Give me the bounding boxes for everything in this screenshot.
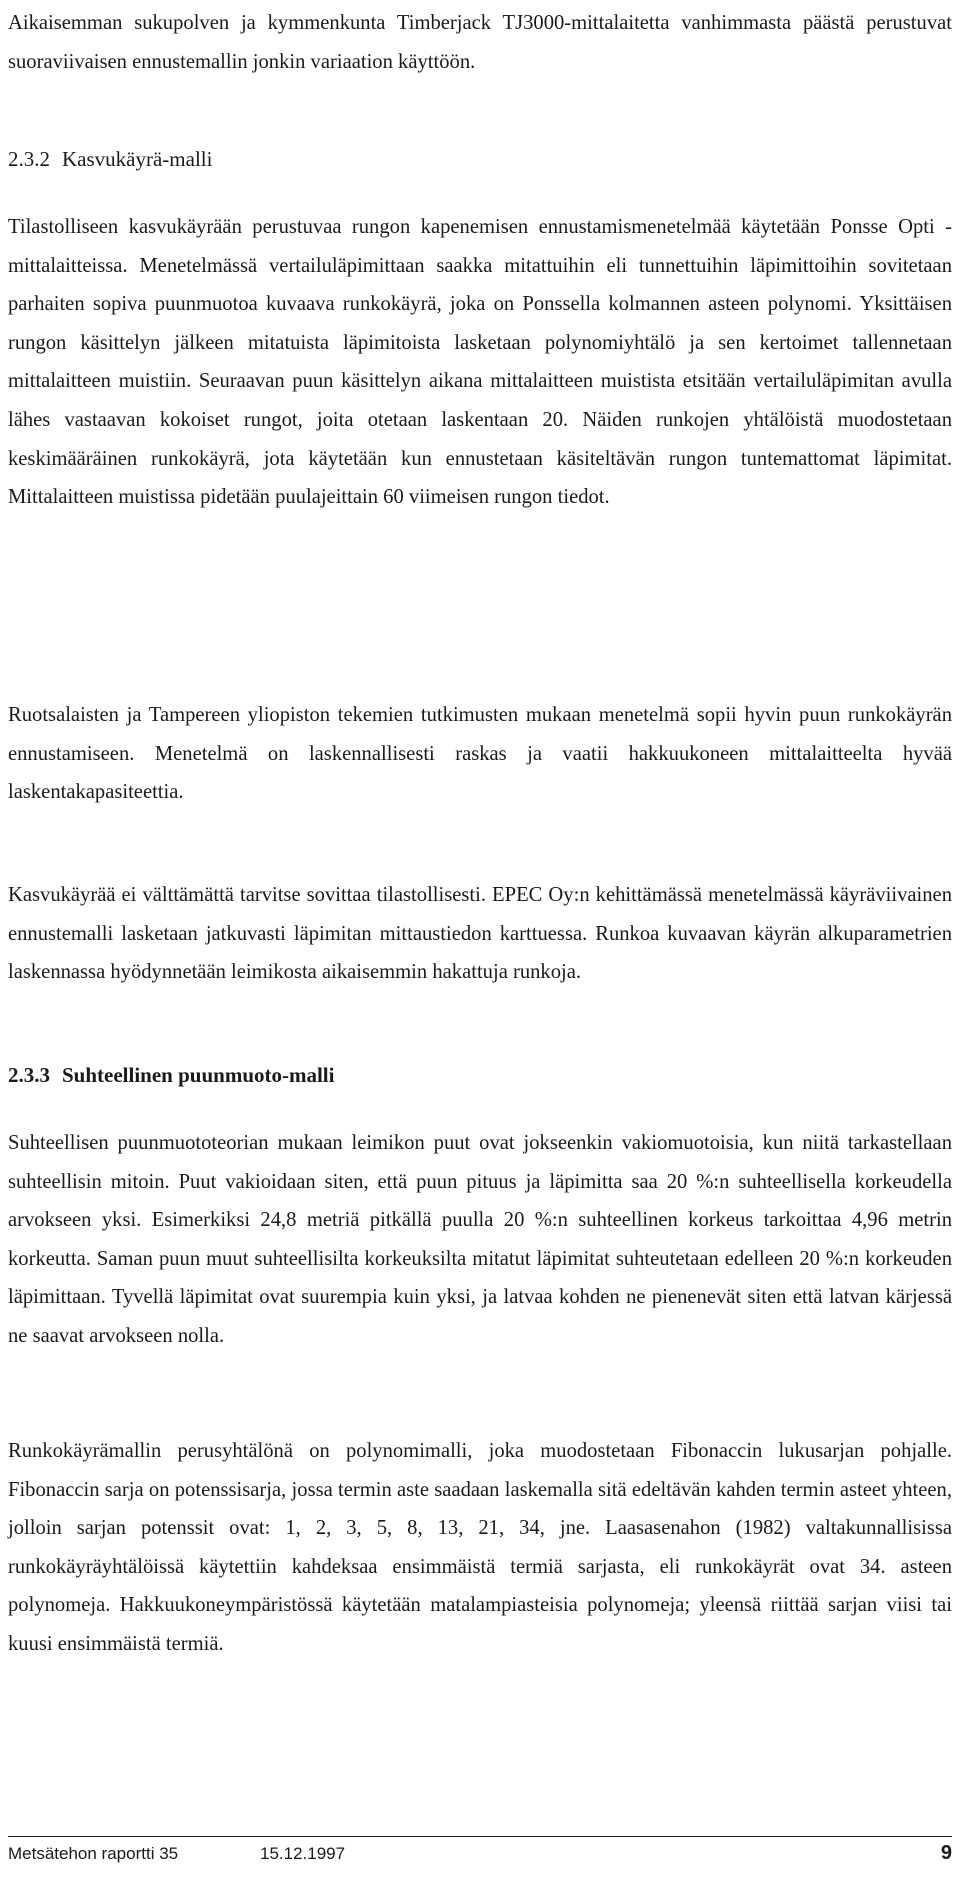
section-title: Suhteellinen puunmuoto-malli: [62, 1063, 335, 1087]
paragraph-text: Suhteellisen puunmuototeorian mukaan leimikon puut ovat jokseenkin vakiomuotoisia, kun niitä tarkastellaan suhteellisin mitoin. Puut vakioidaan siten, että puun pituus ja läpimitta saa 20 %:n suhteellisella korkeudella arvokseen yksi. Esimerkiksi 24,8 metriä pitkällä puulla 20 %:n suhteellinen korkeus tarkoittaa 4,96 metrin korkeutta. Saman puun muut suhteellisilta korkeuksilta mitatut läpimitat suhteutetaan edelleen 20 %:n korkeuden läpimittaan. Tyvellä läpimitat ovat suurempia kuin yksi, ja latvaa kohden ne pienenevät siten että latvan kärjessä ne saavat arvokseen nolla.: [8, 1132, 952, 1347]
paragraph-text: Runkokäyrämallin perusyhtälönä on polynomimalli, joka muodostetaan Fibonaccin lukusarjan pohjalle. Fibonaccin sarja on potenssisarja, jossa termin aste saadaan laskemalla sitä edeltävän kahden termin asteet yhteen, jolloin sarjan potenssit ovat: 1, 2, 3, 5, 8, 13, 21, 34, jne. Laasasenahon (1982) valtakunnallisissa runkokäyräyhtälöissä käytettiin kahdeksaa ensimmäistä termiä sarjasta, eli runkokäyrät ovat 34. asteen polynomeja. Hakkuukoneympäristössä käytetään matalampiasteisia polynomeja; yleensä riittää sarjan viisi tai kuusi ensimmäistä termiä.: [8, 1440, 952, 1655]
page-footer: [8, 1836, 952, 1870]
footer-date: 15.12.1997: [260, 1844, 346, 1863]
section-number: 2.3.2: [8, 147, 50, 171]
paragraph-growth-curve: [8, 208, 952, 517]
section-title: Kasvukäyrä-malli: [62, 147, 213, 171]
paragraph-fibonacci: [8, 1432, 952, 1664]
footer-divider: [8, 1836, 952, 1837]
paragraph-text: Kasvukäyrää ei välttämättä tarvitse sovittaa tilastollisesti. EPEC Oy:n kehittämässä menetelmässä käyräviivainen ennustemalli lasketaan jatkuvasti läpimitan mittaustiedon karttuessa. Runkoa kuvaavan käyrän alkuparametrien laskennassa hyödynnetään leimikosta aikaisemmin hakattuja runkoja.: [8, 884, 952, 984]
paragraph-text: Aikaisemman sukupolven ja kymmenkunta Timberjack TJ3000-mittalaitetta vanhimmasta päästä perustuvat suoraviivaisen ennustemallin jonkin variaation käyttöön.: [8, 12, 952, 73]
paragraph-research: [8, 696, 952, 812]
paragraph-intro: [8, 4, 952, 81]
footer-source: Metsätehon raportti 35: [8, 1844, 179, 1863]
paragraph-text: Ruotsalaisten ja Tampereen yliopiston tekemien tutkimusten mukaan menetelmä sopii hyvin puun runkokäyrän ennustamiseen. Menetelmä on laskennallisesti raskas ja vaatii hakkuukoneen mittalaitteelta hyvää laskentakapasiteettia.: [8, 704, 952, 804]
section-heading-2-3-2: [8, 140, 212, 179]
paragraph-relative-form: [8, 1124, 952, 1356]
page-number: 9: [940, 1842, 952, 1864]
paragraph-epec: [8, 876, 952, 992]
section-number: 2.3.3: [8, 1063, 50, 1087]
section-heading-2-3-3: [8, 1056, 334, 1095]
paragraph-text: Tilastolliseen kasvukäyrään perustuvaa rungon kapenemisen ennustamismenetelmää käytetään Ponsse Opti -mittalaitteissa. Menetelmässä vertailuläpimittaan saakka mitattuihin eli tunnettuihin läpimittoihin sovitetaan parhaiten sopiva puunmuotoa kuvaava runkokäyrä, joka on Ponssella kolmannen asteen polynomi. Yksittäisen rungon käsittelyn jälkeen mitatuista läpimitoista lasketaan polynomiyhtälö ja sen kertoimet tallennetaan mittalaitteen muistiin. Seuraavan puun käsittelyn aikana mittalaitteen muistista etsitään vertailuläpimitan avulla lähes vastaavan kokoiset rungot, joita otetaan laskentaan 20. Näiden runkojen yhtälöistä muodostetaan keskimääräinen runkokäyrä, jota käytetään kun ennustetaan käsiteltävän rungon tuntemattomat läpimitat. Mittalaitteen muistissa pidetään puulajeittain 60 viimeisen rungon tiedot.: [8, 216, 952, 509]
